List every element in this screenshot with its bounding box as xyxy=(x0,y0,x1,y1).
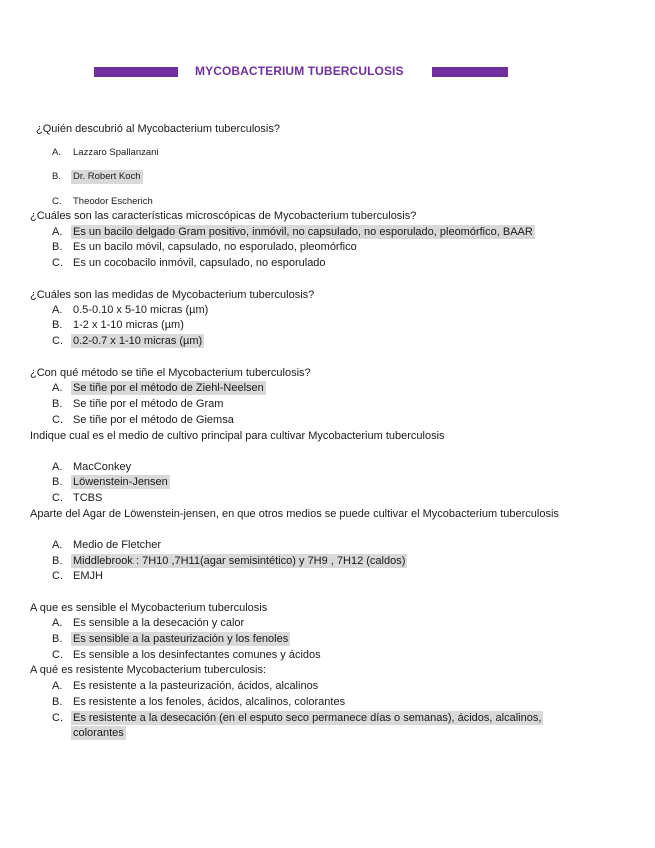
option-letter: B. xyxy=(52,398,63,410)
option-letter: A. xyxy=(52,617,63,629)
option-text-highlighted: 0.2-0.7 x 1-10 micras (µm) xyxy=(73,335,203,347)
option-text: TCBS xyxy=(73,492,103,504)
option-letter: A. xyxy=(52,226,63,238)
option-text: Es resistente a la pasteurización, ácidos, alcalinos xyxy=(73,680,319,692)
option-letter: C. xyxy=(52,414,63,426)
option-letter: A. xyxy=(52,147,61,158)
question-7: A que es sensible el Mycobacterium tuberculosis xyxy=(30,602,268,614)
option-text: Lazzaro Spallanzani xyxy=(73,147,159,158)
option-letter: B. xyxy=(52,476,63,488)
option-letter: A. xyxy=(52,680,63,692)
option-letter: B. xyxy=(52,241,63,253)
option-text-highlighted: Löwenstein-Jensen xyxy=(73,476,168,488)
question-4: ¿Con qué método se tiñe el Mycobacterium tuberculosis? xyxy=(30,367,311,379)
title-row xyxy=(0,64,655,82)
question-6: Aparte del Agar de Löwenstein-jensen, en que otros medios se puede cultivar el Mycobacterium tuberculosis xyxy=(30,508,559,520)
option-text: Es un cocobacilo inmóvil, capsulado, no esporulado xyxy=(73,257,326,269)
option-text: Es sensible a la desecación y calor xyxy=(73,617,245,629)
document-title: MYCOBACTERIUM TUBERCULOSIS xyxy=(195,64,404,78)
option-letter: C. xyxy=(52,196,62,207)
option-text: Theodor Escherich xyxy=(73,196,153,207)
option-letter: C. xyxy=(52,712,63,724)
option-letter: C. xyxy=(52,257,63,269)
title-bar-left xyxy=(94,67,178,77)
question-8: A qué es resistente Mycobacterium tuberculosis: xyxy=(30,664,267,676)
option-letter: A. xyxy=(52,304,63,316)
option-letter: A. xyxy=(52,382,63,394)
option-text: Se tiñe por el método de Giemsa xyxy=(73,414,234,426)
option-text-highlighted: colorantes xyxy=(73,727,124,739)
option-text-highlighted: Es resistente a la desecación (en el esputo seco permanece días o semanas), ácidos, alcalinos, xyxy=(73,712,542,724)
option-letter: B. xyxy=(52,171,61,182)
option-text: Es sensible a los desinfectantes comunes y ácidos xyxy=(73,649,321,661)
option-letter: B. xyxy=(52,319,63,331)
option-text: 0.5-0.10 x 5-10 micras (µm) xyxy=(73,304,209,316)
option-text: MacConkey xyxy=(73,461,132,473)
question-2: ¿Cuáles son las características microscópicas de Mycobacterium tuberculosis? xyxy=(30,210,417,222)
option-text-highlighted: Se tiñe por el método de Ziehl-Neelsen xyxy=(73,382,264,394)
question-1: ¿Quién descubrió al Mycobacterium tuberculosis? xyxy=(36,123,280,135)
option-letter: C. xyxy=(52,649,63,661)
option-text-highlighted: Dr. Robert Koch xyxy=(73,171,141,182)
option-text-highlighted: Es un bacilo delgado Gram positivo, inmóvil, no capsulado, no esporulado, pleomórfico, BAAR xyxy=(73,226,533,238)
option-text-highlighted: Es sensible a la pasteurización y los fenoles xyxy=(73,633,289,645)
option-text: Es resistente a los fenoles, ácidos, alcalinos, colorantes xyxy=(73,696,346,708)
question-3: ¿Cuáles son las medidas de Mycobacterium tuberculosis? xyxy=(30,289,315,301)
option-letter: B. xyxy=(52,696,63,708)
option-text: Se tiñe por el método de Gram xyxy=(73,398,224,410)
option-letter: C. xyxy=(52,335,63,347)
option-letter: A. xyxy=(52,461,63,473)
option-letter: B. xyxy=(52,633,63,645)
option-letter: C. xyxy=(52,492,63,504)
question-5: Indique cual es el medio de cultivo principal para cultivar Mycobacterium tuberculosis xyxy=(30,430,445,442)
option-text: Medio de Fletcher xyxy=(73,539,162,551)
option-letter: B. xyxy=(52,555,63,567)
option-text: 1-2 x 1-10 micras (µm) xyxy=(73,319,184,331)
title-bar-right xyxy=(432,67,508,77)
option-text: Es un bacilo móvil, capsulado, no esporulado, pleomórfico xyxy=(73,241,357,253)
option-letter: A. xyxy=(52,539,63,551)
option-text-highlighted: Middlebrook : 7H10 ,7H11(agar semisintético) y 7H9 , 7H12 (caldos) xyxy=(73,555,406,567)
option-letter: C. xyxy=(52,570,63,582)
option-text: EMJH xyxy=(73,570,103,582)
